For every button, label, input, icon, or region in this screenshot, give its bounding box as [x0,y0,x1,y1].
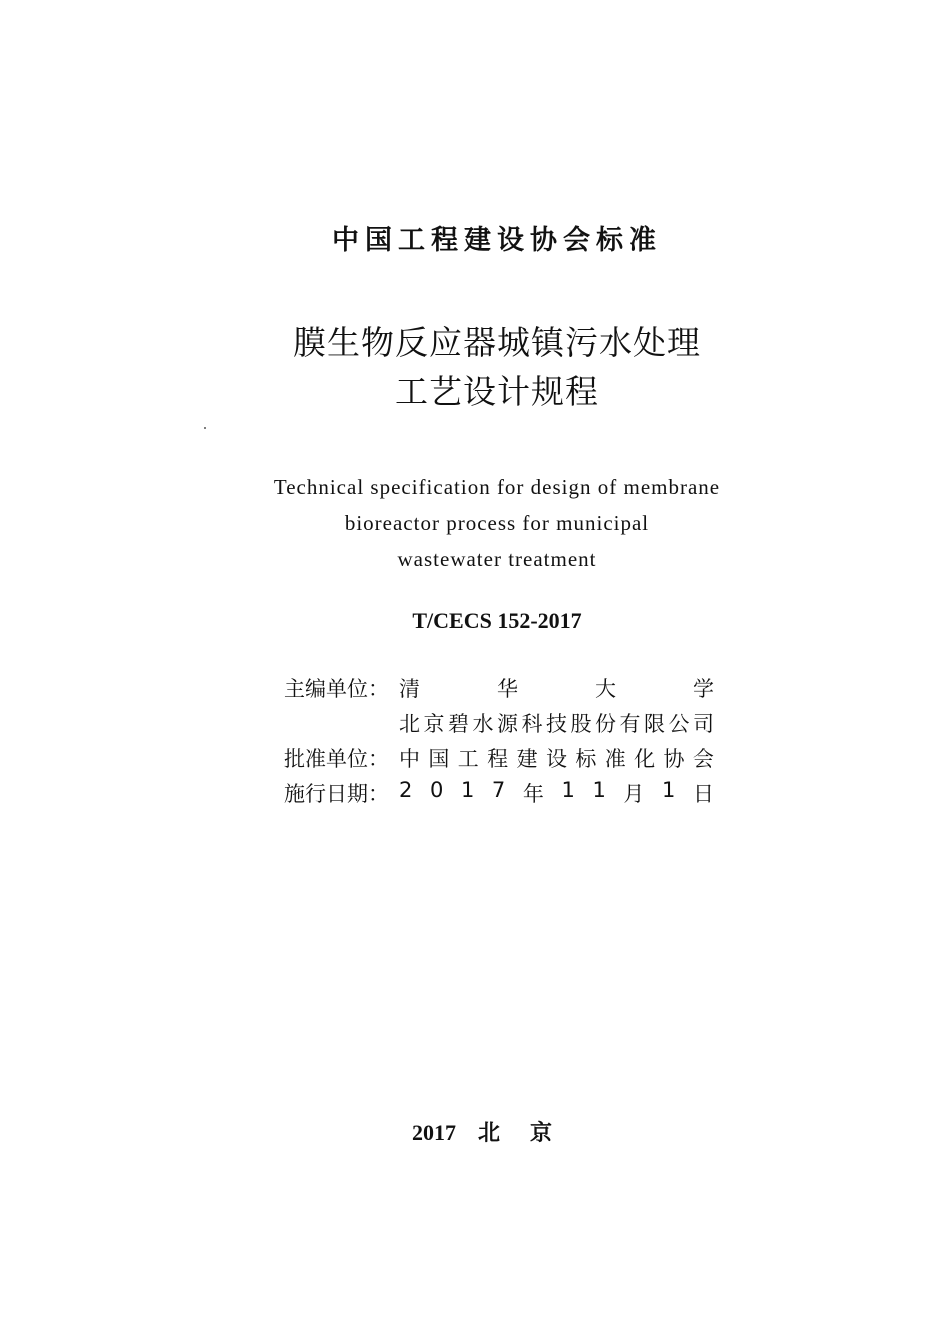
char: 1 [460,777,475,802]
chief-editor-label: 主编单位： [284,676,389,701]
char: 华 [497,676,518,701]
publication-city: 北京 [477,1121,582,1146]
char: 水 [472,711,494,736]
char: 国 [428,746,450,771]
char: 技 [546,711,567,736]
char: 1 [592,777,606,802]
char: 工 [457,746,479,771]
char: 设 [545,746,567,771]
char: 公 [668,711,690,736]
scan-speck [204,427,206,429]
english-title-line-1: Technical specification for design of membrane [273,475,721,499]
effective-date-value [399,778,714,808]
char: 学 [693,676,714,701]
char: 会 [692,746,714,771]
association-standard-heading: 中国工程建设协会标准 [332,225,662,256]
approval-label: 批准单位： [284,746,389,771]
chinese-title-line-1: 膜生物反应器城镇污水处理 [293,323,701,362]
publication-footer [22,1116,950,1147]
char: 0 [429,777,444,802]
char: 协 [663,746,685,771]
char: 标 [575,746,597,771]
info-block [284,670,714,810]
char: 限 [644,711,665,736]
char: 2 [399,777,413,802]
char: 碧 [448,711,469,736]
char: 准 [604,746,626,771]
char: 月 [623,781,645,806]
char: 大 [595,676,616,701]
char: 股 [570,711,592,736]
approval-value [399,743,714,773]
char: 清 [399,676,420,701]
chief-editor-row-2 [284,705,714,740]
char: 源 [497,711,518,736]
char: 京 [423,711,445,736]
char: 建 [516,746,538,771]
chief-editor-2 [399,708,714,738]
char: 中 [399,746,420,771]
english-title-line-2: bioreactor process for municipal [344,511,650,535]
char: 7 [491,777,506,802]
char: 1 [561,777,575,802]
publication-year: 2017 [411,1120,456,1145]
char: 日 [692,781,714,806]
char: 司 [693,711,714,736]
english-title-line-3: wastewater treatment [397,547,597,571]
chief-editor-1 [399,673,714,703]
char: 化 [634,746,656,771]
char: 份 [595,711,616,736]
char: 1 [662,777,676,802]
effective-date-label: 施行日期： [284,781,389,806]
approval-row [284,740,714,775]
char: 有 [619,711,641,736]
char: 年 [522,781,544,806]
chinese-title-line-2: 工艺设计规程 [395,372,599,411]
char: 科 [521,711,543,736]
standard-code: T/CECS 152-2017 [412,608,582,633]
effective-date-row [284,775,714,810]
char: 程 [487,746,509,771]
char: 北 [399,711,420,736]
chief-editor-row [284,670,714,705]
